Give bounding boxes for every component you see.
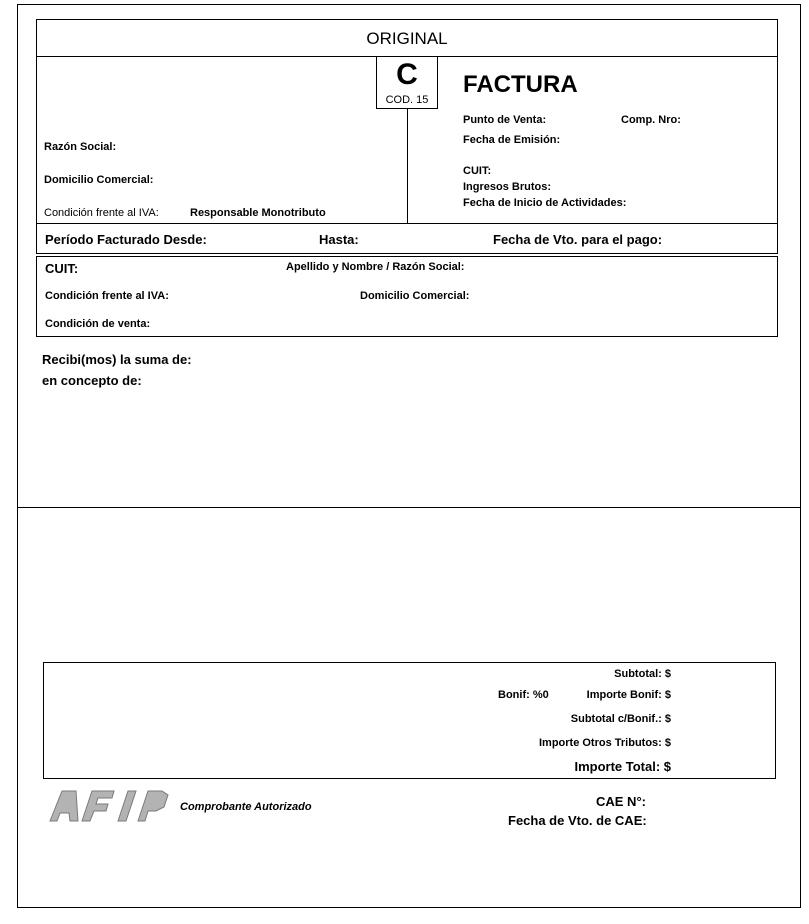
copy-label: ORIGINAL <box>366 29 448 48</box>
client-condicion-iva-label: Condición frente al IVA: <box>45 290 169 302</box>
otros-tributos-label: Importe Otros Tributos: $ <box>538 737 671 749</box>
ingresos-brutos-label: Ingresos Brutos: <box>463 181 552 193</box>
comprobante-autorizado-label: Comprobante Autorizado <box>180 801 312 813</box>
recibi-suma-label: Recibi(mos) la suma de: <box>42 352 192 367</box>
periodo-desde-label: Período Facturado Desde: <box>45 232 207 247</box>
invoice-title: FACTURA <box>463 71 578 98</box>
issuer-condicion-iva-label: Condición frente al IVA: <box>44 207 159 219</box>
invoice-letter: C <box>396 58 418 91</box>
comp-nro-label: Comp. Nro: <box>621 114 681 126</box>
inicio-actividades-label: Fecha de Inicio de Actividades: <box>463 197 627 209</box>
fecha-emision-label: Fecha de Emisión: <box>463 134 561 146</box>
issuer-razon-social-label: Razón Social: <box>44 141 117 153</box>
issuer-condicion-iva-value: Responsable Monotributo <box>190 207 326 219</box>
client-domicilio-label: Domicilio Comercial: <box>360 290 470 302</box>
vto-pago-label: Fecha de Vto. para el pago: <box>493 232 663 247</box>
cae-number-label: CAE N°: <box>596 794 646 809</box>
importe-total-label: Importe Total: $ <box>574 759 671 774</box>
issuer-cuit-label: CUIT: <box>463 165 492 177</box>
issuer-domicilio-label: Domicilio Comercial: <box>44 174 154 186</box>
subtotal-bonif-label: Subtotal c/Bonif.: $ <box>570 713 671 725</box>
importe-bonif-label: Importe Bonif: $ <box>586 689 671 701</box>
client-condicion-venta-label: Condición de venta: <box>45 318 151 330</box>
concepto-label: en concepto de: <box>42 373 142 388</box>
punto-venta-label: Punto de Venta: <box>463 114 547 126</box>
subtotal-label: Subtotal: $ <box>614 668 671 680</box>
periodo-hasta-label: Hasta: <box>319 232 359 247</box>
client-cuit-label: CUIT: <box>45 261 79 276</box>
client-nombre-label: Apellido y Nombre / Razón Social: <box>286 261 465 273</box>
invoice-code: COD. 15 <box>385 94 429 106</box>
issuer-divider <box>407 108 408 224</box>
cae-vto-label: Fecha de Vto. de CAE: <box>508 813 647 828</box>
section-divider <box>17 507 801 508</box>
bonif-percent-label: Bonif: %0 <box>498 689 549 701</box>
afip-logo-icon <box>48 789 170 823</box>
